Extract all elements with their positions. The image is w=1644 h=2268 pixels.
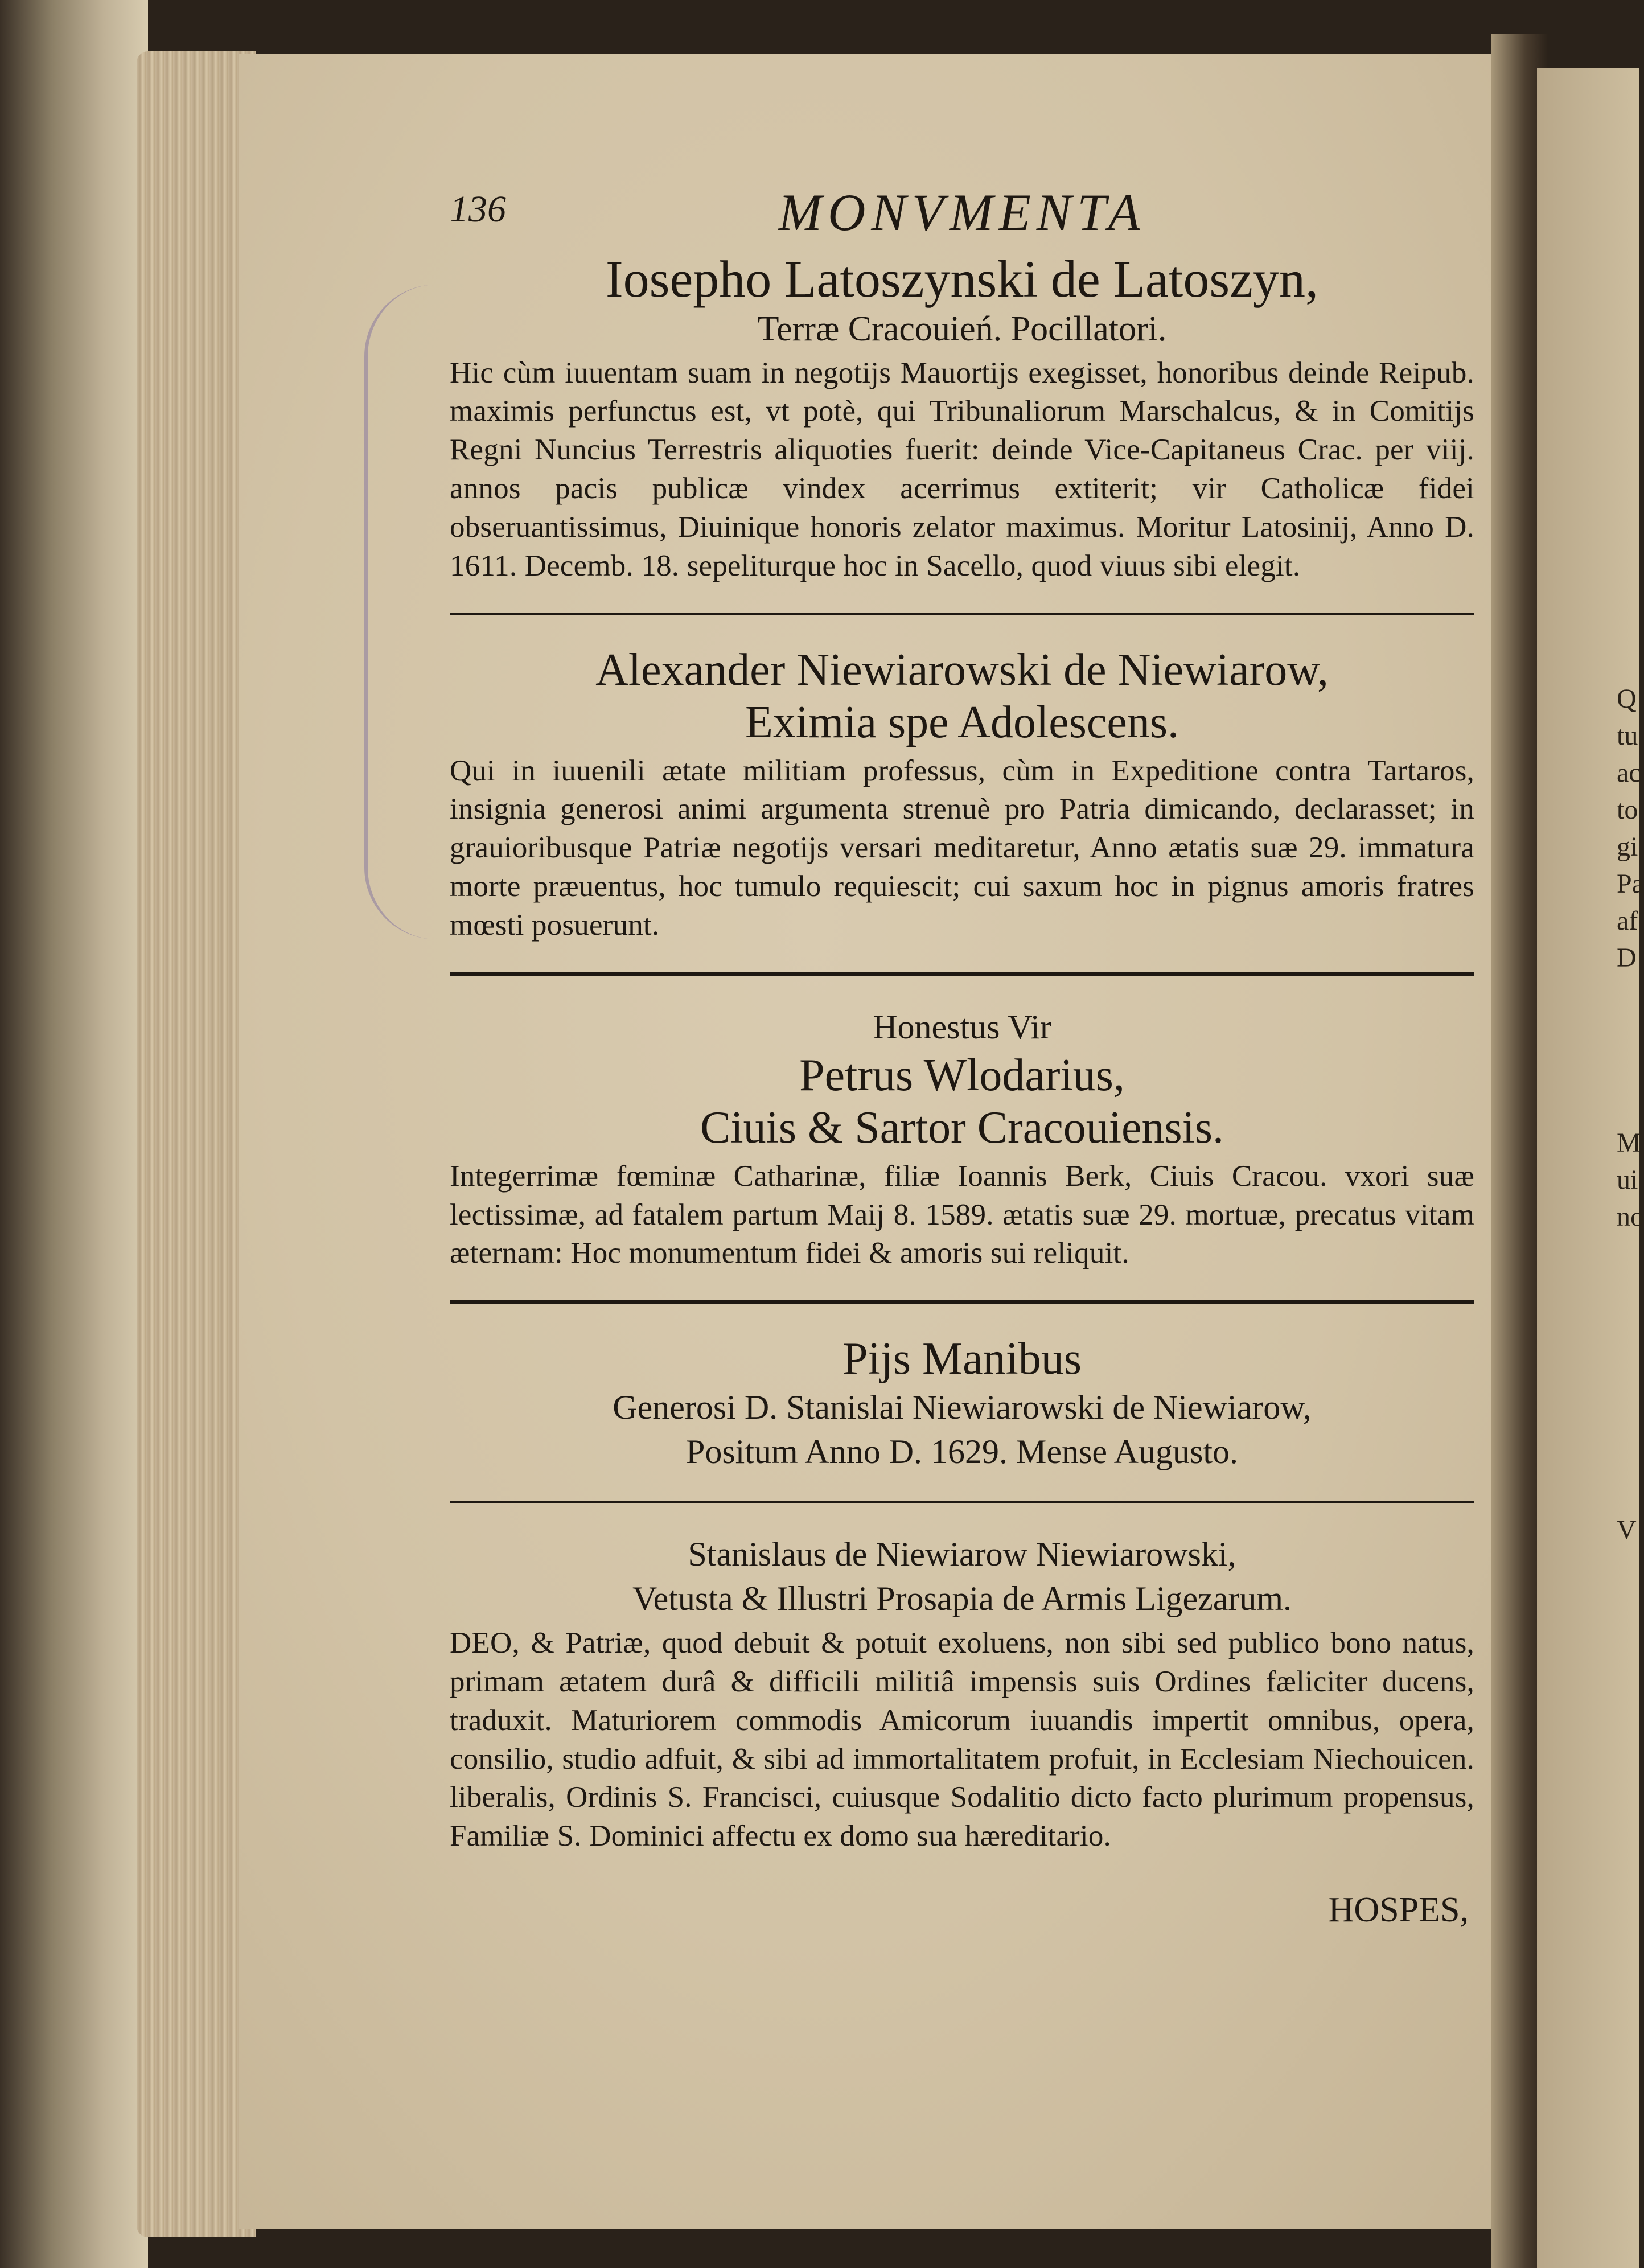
section-divider (450, 613, 1474, 615)
section-divider (450, 1501, 1474, 1503)
book-cover-edge (0, 0, 148, 2268)
catchword: HOSPES, (1328, 1891, 1469, 1930)
epitaph-line: Vetusta & Illustri Prosapia de Armis Ligezarum. (632, 1580, 1292, 1618)
epitaph-pijs-manibus (450, 1333, 1474, 1474)
epitaph-text: Hic cùm iuuentam suam in negotijs Mauortijs exegisset, honoribus deinde Reipub. maximis perfunctus est, vt potè, qui Tribunaliorum Marschalcus, & in Comitijs Regni Nuncius Terrestris aliquoties fuerit: deinde Vice-Capitaneus Crac. per viij. annos pacis publicæ vindex acerrimus extiterit; vir Catholicæ fidei obseruantissimus, Diuinique honoris zelator maximus. Moritur Latosinij, Anno D. 1611. Decemb. 18. sepeliturque hoc in Sacello, quod viuus sibi elegit. (450, 356, 1474, 582)
running-title: MONVMENTA (778, 183, 1146, 241)
epitaph-heading: Iosepho Latoszynski de Latoszyn, (606, 250, 1318, 308)
facing-fragment: tu (1617, 721, 1638, 751)
facing-page (1537, 68, 1644, 2268)
epitaph-line: Positum Anno D. 1629. Mense Augusto. (685, 1433, 1239, 1471)
epitaph-subheading: Eximia spe Adolescens. (745, 697, 1179, 747)
epitaph-alexander (450, 644, 1474, 945)
epitaph-line: Generosi D. Stanislai Niewiarowski de Niewiarow, (613, 1388, 1312, 1427)
running-head (450, 171, 1474, 250)
epitaph-subheading: Ciuis & Sartor Cracouiensis. (700, 1102, 1224, 1153)
epitaph-stanislaus (450, 1532, 1474, 1856)
epitaph-subheading: Terræ Cracouień. Pocillatori. (757, 310, 1167, 349)
facing-fragment: V (1617, 1515, 1637, 1545)
page-number: 136 (450, 188, 506, 230)
epitaph-latoszynski (450, 250, 1474, 586)
epitaph-preheading: Honestus Vir (873, 1008, 1051, 1046)
facing-fragment: Q (1617, 684, 1637, 714)
facing-fragment: Pa (1617, 869, 1644, 899)
epitaph-text: DEO, & Patriæ, quod debuit & potuit exoluens, non sibi sed publico bono natus, primam ætatem durâ & difficili militiâ impensis suis Ordines fæliciter ducens, traduxit. Maturiorem commodis Amicorum iuuandis impertit omnibus, opera, consilio, studio adfuit, & sibi ad immortalitatem profuit, in Ecclesiam Niechouicen. liberalis, Ordinis S. Francisci, cuiusque Sodalitio dicto facto plurimum propensus, Familiæ S. Dominici affectu ex domo sua hæreditario. (450, 1626, 1474, 1853)
epitaph-wlodarius (450, 1005, 1474, 1273)
facing-fragment: ui (1617, 1165, 1638, 1195)
facing-fragment: ac (1617, 758, 1641, 788)
facing-fragment: no (1617, 1202, 1644, 1232)
facing-fragment: af (1617, 906, 1638, 936)
section-divider (450, 972, 1474, 976)
epitaph-heading: Petrus Wlodarius, (799, 1050, 1125, 1100)
epitaph-text: Integerrimæ fœminæ Catharinæ, filiæ Ioannis Berk, Ciuis Cracou. vxori suæ lectissimæ, ad fatalem partum Maij 8. 1589. ætatis suæ 29. mortuæ, precatus vitam æternam: Hoc monumentum fidei & amoris sui reliquit. (450, 1159, 1474, 1270)
epitaph-text: Qui in iuuenili ætate militiam professus, cùm in Expeditione contra Tartaros, insignia generosi animi argumenta strenuè pro Patria dimicando, declarasset; in grauioribusque Patriæ negotijs versari meditaretur, Anno ætatis suæ 29. immatura morte præuentus, hoc tumulo requiescit; cui saxum hoc in pignus amoris fratres mœsti posuerunt. (450, 754, 1474, 942)
page-edges (137, 51, 256, 2237)
epitaph-line: Stanislaus de Niewiarow Niewiarowski, (688, 1535, 1236, 1573)
facing-fragment: D (1617, 943, 1637, 973)
marginal-bracket (364, 285, 436, 939)
section-divider (450, 1300, 1474, 1304)
page-content (450, 171, 1474, 2197)
facing-fragment: to (1617, 795, 1638, 825)
epitaph-heading: Pijs Manibus (842, 1334, 1082, 1384)
epitaph-heading: Alexander Niewiarowski de Niewiarow, (595, 644, 1329, 695)
facing-fragment: gi (1617, 832, 1638, 862)
facing-fragment: M (1617, 1128, 1641, 1158)
